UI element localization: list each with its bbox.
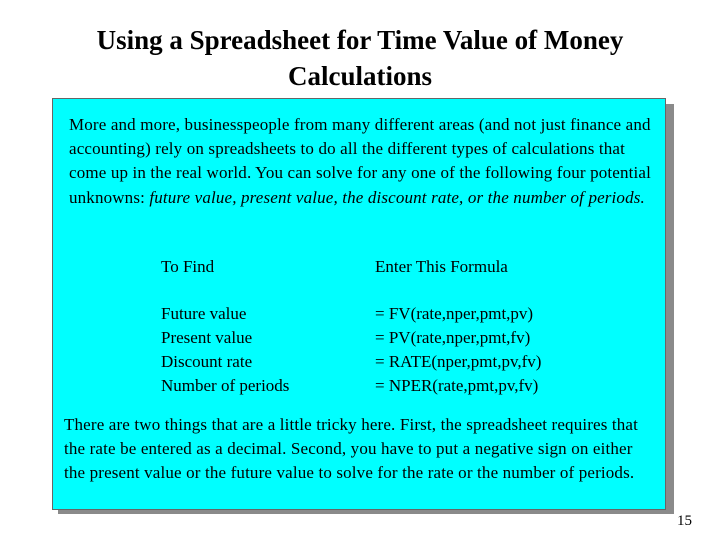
formula-cell: = FV(rate,nper,pmt,pv) [375,304,534,323]
find-cell: Discount rate [161,352,253,371]
find-cell: Present value [161,328,253,347]
intro-italic-text: future value, present value, the discount rate, or the number of periods. [149,187,645,207]
column-header-formula: Enter This Formula [375,257,508,276]
find-cell: Future value [161,304,247,323]
slide-title [0,22,720,94]
formula-cell: = NPER(rate,pmt,pv,fv) [375,376,539,395]
column-header-to-find: To Find [161,257,215,276]
content-panel [52,98,666,510]
formula-cell: = PV(rate,nper,pmt,fv) [375,328,531,347]
find-cell: Number of periods [161,376,290,395]
intro-paragraph [69,113,659,210]
page-number: 15 [677,513,692,529]
intro-text: More and more, businesspeople from many different areas (and not just finance and accounting) rely on spreadsheets to do all the different types of calculations that come up in the real world. You can solve for any one of the following four potential unknowns: [69,115,651,207]
slide-title-line-1: Using a Spreadsheet for Time Value of Money [96,25,624,55]
formula-cell: = RATE(nper,pmt,pv,fv) [375,352,542,371]
outro-paragraph: There are two things that are a little tricky here. First, the spreadsheet requires that the rate be entered as a decimal. Second, you have to put a negative sign on either the present value or the future value to solve for the rate or the number of periods. [64,415,638,483]
slide-title-line-2: Calculations [287,61,433,91]
